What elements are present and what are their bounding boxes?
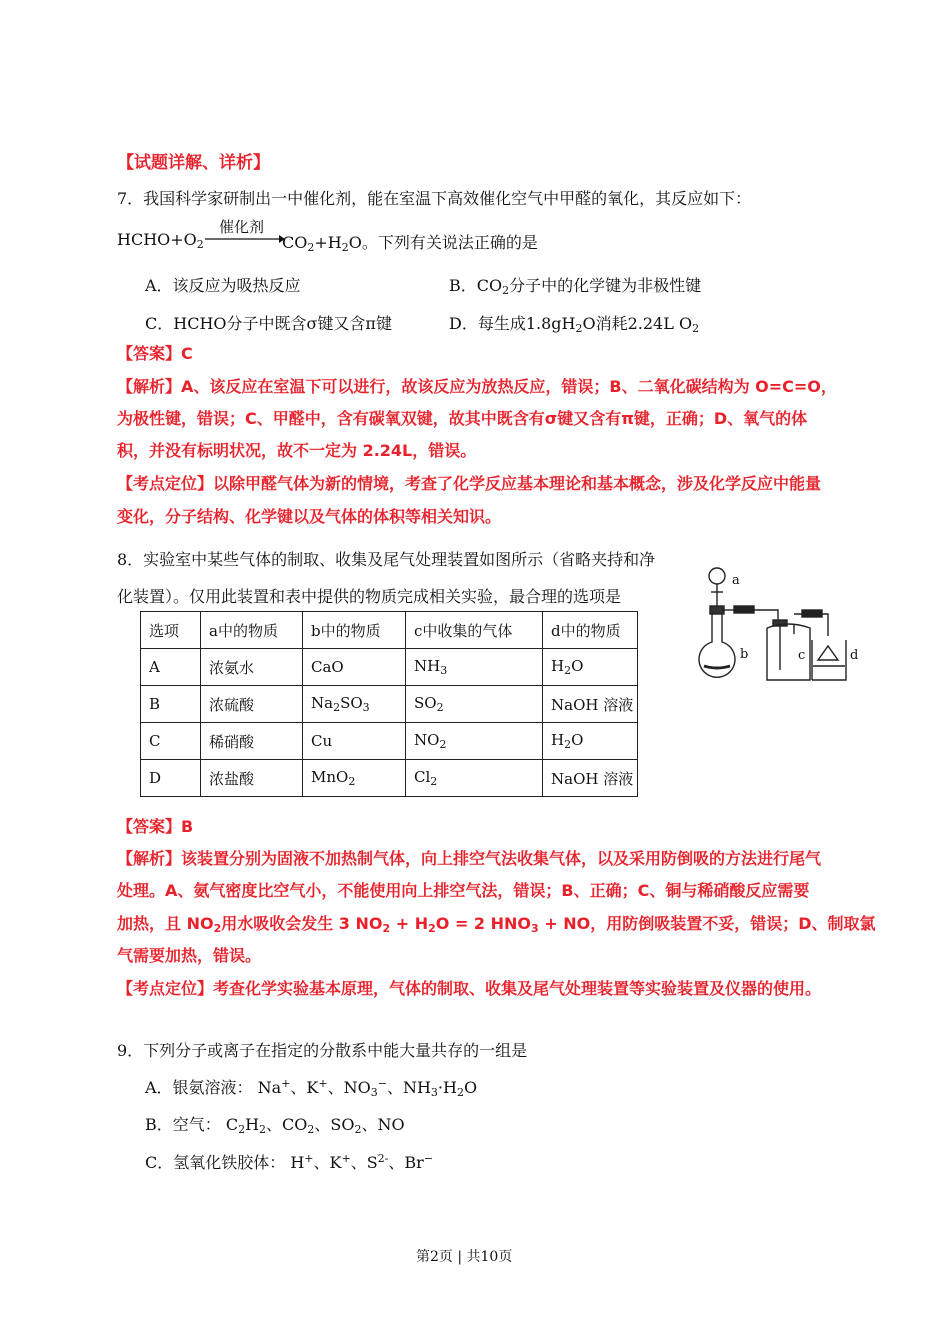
- table-header-row: [141, 612, 638, 649]
- table-header-cell: b中的物质: [303, 612, 406, 649]
- diagram-label-a: a: [732, 573, 740, 588]
- q8-analysis-line-2: 处理。A、氨气密度比空气小，不能使用向上排空气法，错误；B、正确；C、铜与稀硝酸反应需要: [117, 881, 810, 900]
- q7-analysis-line-2: 为极性键，错误；C、甲醛中，含有碳氧双键，故其中既含有σ键又含有π键，正确；D、氧气的体: [117, 409, 808, 428]
- q8-stem-line-1: 8．实验室中某些气体的制取、收集及尾气处理装置如图所示（省略夹持和净: [117, 550, 656, 569]
- q9-option-b: B．空气： $C_2H_2$、$CO_2$、$SO_2$、NO: [145, 1115, 405, 1136]
- q9-stem: 9．下列分子或离子在指定的分散系中能大量共存的一组是: [117, 1041, 528, 1060]
- q8-analysis-line-3: 加热，且 $NO_2$用水吸收会发生 3 $NO_2 + H_2O = 2$ $HNO_3$ + NO，用防倒吸装置不妥，错误；D、制取氯: [117, 914, 876, 935]
- page-footer: 第2页 | 共10页: [416, 1249, 513, 1265]
- q9-option-c: C．氢氧化铁胶体： H+、K+、$S^{2-}$、Br−: [145, 1152, 434, 1172]
- table-row: C 稀硝酸 Cu $NO_2$ $H_2O$: [141, 723, 638, 760]
- table-row: B 浓硫酸 $Na_2SO_3$ $SO_2$ NaOH 溶液: [141, 686, 638, 723]
- table-header-cell: d中的物质: [543, 612, 638, 649]
- q7-stem: 7．我国科学家研制出一中催化剂，能在室温下高效催化空气中甲醛的氧化，其反应如下：: [117, 189, 752, 208]
- q7-analysis-line-1: 【解析】A、该反应在室温下可以进行，故该反应为放热反应，错误；B、二氧化碳结构为 O=C=O，: [117, 377, 837, 396]
- q7-option-c: C．HCHO分子中既含σ键又含π键: [145, 314, 392, 333]
- table-row: D 浓盐酸 MnO$_2$ $Cl_2$ NaOH 溶液: [141, 760, 638, 797]
- table-row: A 浓氨水 CaO $NH_3$ $H_2O$: [141, 649, 638, 686]
- table-header-cell: 选项: [141, 612, 201, 649]
- q8-stem-line-2: 化装置）。仅用此装置和表中提供的物质完成相关实验，最合理的选项是: [117, 587, 622, 606]
- q8-table: [140, 611, 638, 797]
- apparatus-diagram: [690, 562, 858, 686]
- q7-option-b: B．$CO_2$分子中的化学键为非极性键: [449, 276, 702, 297]
- q8-point: 【考点定位】考查化学实验基本原理，气体的制取、收集及尾气处理装置等实验装置及仪器的使用。: [117, 979, 822, 998]
- q7-point-line-2: 变化，分子结构、化学键以及气体的体积等相关知识。: [117, 507, 502, 526]
- q9-option-a: A．银氨溶液： Na+、K+、$NO_3^-$、$NH_3\cdot H_2O$: [145, 1077, 478, 1099]
- q7-products: $CO_2+H_2O$。下列有关说法正确的是: [282, 233, 538, 254]
- q8-answer: 【答案】B: [117, 817, 194, 836]
- diagram-label-c: c: [798, 648, 806, 663]
- q7-point-line-1: 【考点定位】以除甲醛气体为新的情境，考查了化学反应基本理论和基本概念，涉及化学反应中能量: [117, 474, 822, 493]
- q7-answer: 【答案】C: [117, 344, 193, 363]
- section-header: 【试题详解、详析】: [117, 153, 270, 173]
- q7-option-d: D．每生成$1.8gH_2O$消耗2.24L $O_2$: [449, 314, 700, 335]
- q7-analysis-line-3: 积，并没有标明状况，故不一定为 2.24L，错误。: [117, 441, 477, 460]
- reaction-arrow-icon: [205, 234, 285, 244]
- diagram-label-b: b: [740, 647, 749, 662]
- q8-analysis-line-4: 气需要加热，错误。: [117, 946, 262, 965]
- table-header-cell: c中收集的气体: [406, 612, 543, 649]
- q7-catalyst-label: 催化剂: [219, 218, 265, 236]
- diagram-label-d: d: [850, 648, 858, 663]
- table-header-cell: a中的物质: [201, 612, 303, 649]
- q8-analysis-line-1: 【解析】该装置分别为固液不加热制气体，向上排空气法收集气体，以及采用防倒吸的方法进行尾气: [117, 849, 822, 868]
- q7-reactants: $HCHO+O_2$: [117, 230, 204, 251]
- q7-option-a: A．该反应为吸热反应: [145, 276, 301, 295]
